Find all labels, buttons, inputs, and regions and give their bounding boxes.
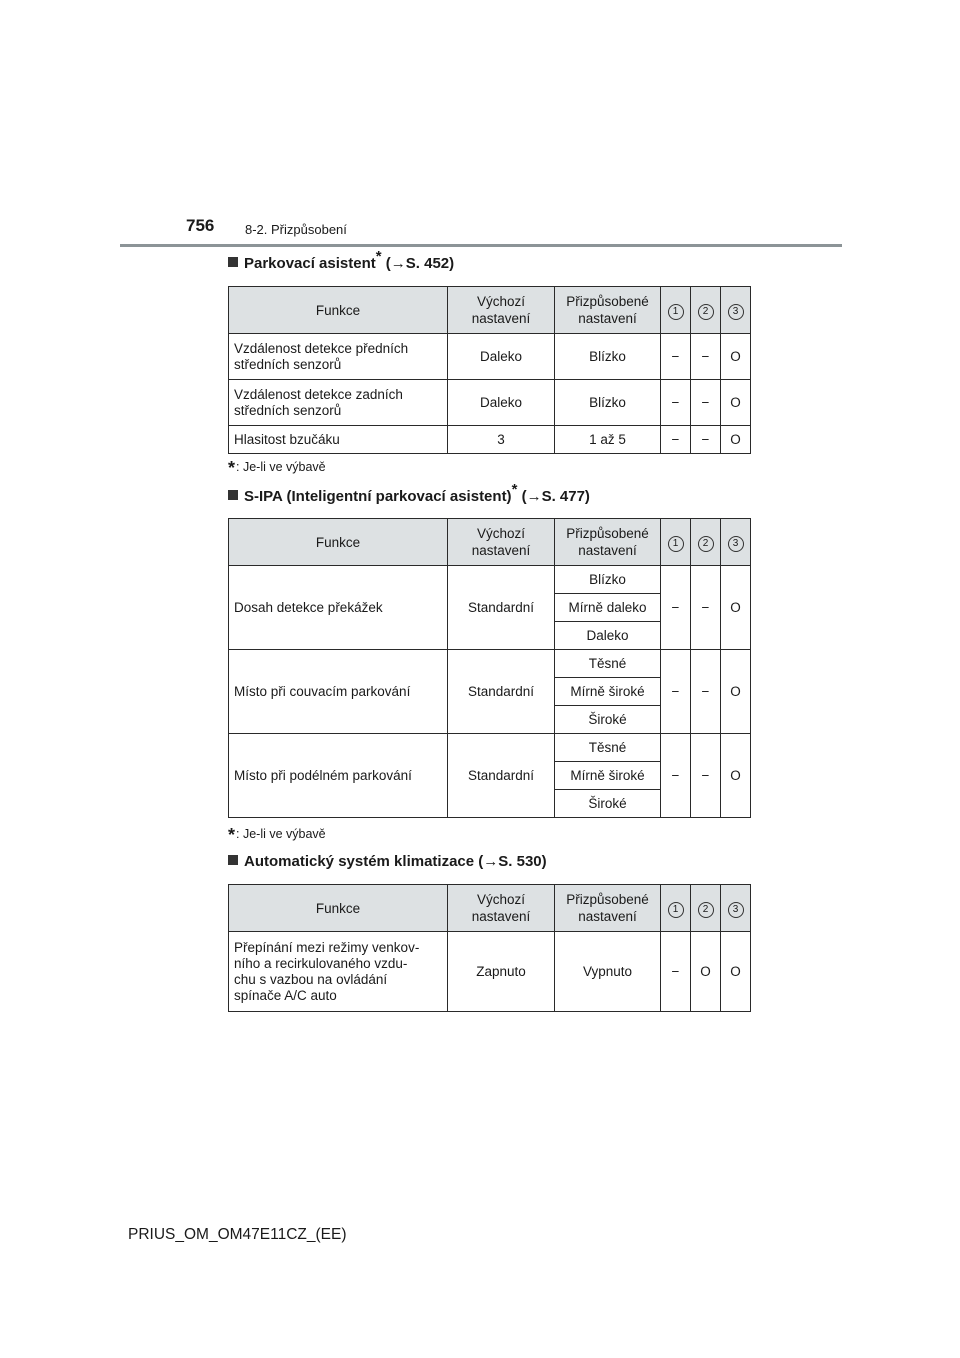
parking-assist-table — [228, 286, 751, 454]
method-2-cell: − — [691, 426, 721, 454]
option-cell: Blízko — [555, 566, 661, 594]
col-header-default: Výchozí nastavení — [448, 519, 555, 566]
col-header-default: Výchozí nastavení — [448, 885, 555, 932]
method-2-cell: − — [691, 334, 721, 380]
option-cell: Mírně daleko — [555, 594, 661, 622]
s-ipa-table — [228, 518, 751, 818]
option-cell: Těsné — [555, 650, 661, 678]
method-2-cell: − — [691, 380, 721, 426]
table-header-row — [229, 287, 751, 334]
table-row — [229, 650, 751, 678]
option-cell: Široké — [555, 790, 661, 818]
function-cell: Přepínání mezi režimy venkov- ního a recirkulovaného vzdu- chu s vazbou na ovládání spínače A/C auto — [229, 932, 448, 1012]
col-header-method-1 — [661, 885, 691, 932]
option-cell: Mírně široké — [555, 762, 661, 790]
function-cell: Místo při podélném parkování — [229, 734, 448, 818]
heading-parking-assist — [228, 248, 455, 272]
col-header-custom: Přizpůsobené nastavení — [555, 519, 661, 566]
default-cell: Standardní — [448, 650, 555, 734]
circled-number-icon: 3 — [728, 536, 744, 552]
custom-cell: Blízko — [555, 334, 661, 380]
method-1-cell: − — [661, 650, 691, 734]
method-2-cell: O — [691, 932, 721, 1012]
col-header-method-3 — [721, 519, 751, 566]
footnote: *: Je-li ve výbavě — [228, 825, 326, 845]
function-cell: Místo při couvacím parkování — [229, 650, 448, 734]
method-1-cell: − — [661, 734, 691, 818]
page-number: 756 — [186, 216, 215, 235]
page-reference: (→S. 530) — [474, 853, 547, 870]
function-cell: Dosah detekce překážek — [229, 566, 448, 650]
table-row — [229, 334, 751, 380]
table-header-row — [229, 519, 751, 566]
function-cell: Vzdálenost detekce předních středních senzorů — [229, 334, 448, 380]
circled-number-icon: 1 — [668, 304, 684, 320]
custom-cell: Vypnuto — [555, 932, 661, 1012]
method-3-cell: O — [721, 650, 751, 734]
circled-number-icon: 1 — [668, 536, 684, 552]
col-header-method-3 — [721, 885, 751, 932]
default-cell: Standardní — [448, 734, 555, 818]
method-1-cell: − — [661, 380, 691, 426]
default-cell: Standardní — [448, 566, 555, 650]
col-header-function: Funkce — [229, 287, 448, 334]
footnote: *: Je-li ve výbavě — [228, 458, 326, 478]
document-code: PRIUS_OM_OM47E11CZ_(EE) — [128, 1226, 347, 1243]
method-1-cell: − — [661, 932, 691, 1012]
circled-number-icon: 2 — [698, 902, 714, 918]
bullet-square-icon — [228, 257, 238, 267]
auto-ac-table — [228, 884, 751, 1012]
method-1-cell: − — [661, 426, 691, 454]
col-header-default: Výchozí nastavení — [448, 287, 555, 334]
option-cell: Daleko — [555, 622, 661, 650]
option-cell: Mírně široké — [555, 678, 661, 706]
default-cell: Daleko — [448, 334, 555, 380]
bullet-square-icon — [228, 855, 238, 865]
method-3-cell: O — [721, 426, 751, 454]
default-cell: Zapnuto — [448, 932, 555, 1012]
col-header-function: Funkce — [229, 519, 448, 566]
function-cell: Hlasitost bzučáku — [229, 426, 448, 454]
default-cell: Daleko — [448, 380, 555, 426]
heading-title: S-IPA (Inteligentní parkovací asistent) — [244, 488, 512, 505]
method-3-cell: O — [721, 932, 751, 1012]
table-row — [229, 932, 751, 1012]
col-header-method-1 — [661, 519, 691, 566]
method-3-cell: O — [721, 734, 751, 818]
circled-number-icon: 3 — [728, 304, 744, 320]
heading-title: Parkovací asistent — [244, 255, 376, 272]
table-row — [229, 380, 751, 426]
col-header-function: Funkce — [229, 885, 448, 932]
circled-number-icon: 3 — [728, 902, 744, 918]
col-header-method-2 — [691, 287, 721, 334]
table-row — [229, 426, 751, 454]
circled-number-icon: 1 — [668, 902, 684, 918]
col-header-method-2 — [691, 885, 721, 932]
function-cell: Vzdálenost detekce zadních středních senzorů — [229, 380, 448, 426]
custom-cell: 1 až 5 — [555, 426, 661, 454]
asterisk-mark: * — [511, 481, 518, 498]
method-1-cell: − — [661, 334, 691, 380]
circled-number-icon: 2 — [698, 304, 714, 320]
col-header-method-1 — [661, 287, 691, 334]
method-3-cell: O — [721, 380, 751, 426]
circled-number-icon: 2 — [698, 536, 714, 552]
table-row — [229, 566, 751, 594]
method-2-cell: − — [691, 566, 721, 650]
method-1-cell: − — [661, 566, 691, 650]
col-header-method-2 — [691, 519, 721, 566]
heading-title: Automatický systém klimatizace — [244, 853, 475, 870]
page-reference: (→S. 477) — [517, 488, 590, 505]
method-2-cell: − — [691, 734, 721, 818]
method-3-cell: O — [721, 334, 751, 380]
default-cell: 3 — [448, 426, 555, 454]
heading-s-ipa — [228, 481, 590, 505]
col-header-custom: Přizpůsobené nastavení — [555, 885, 661, 932]
section-label: 8-2. Přizpůsobení — [245, 222, 347, 237]
option-cell: Těsné — [555, 734, 661, 762]
col-header-method-3 — [721, 287, 751, 334]
custom-cell: Blízko — [555, 380, 661, 426]
table-row — [229, 734, 751, 762]
method-3-cell: O — [721, 566, 751, 650]
option-cell: Široké — [555, 706, 661, 734]
bullet-square-icon — [228, 490, 238, 500]
header-divider — [120, 244, 842, 247]
col-header-custom: Přizpůsobené nastavení — [555, 287, 661, 334]
asterisk-mark: * — [375, 248, 382, 265]
heading-auto-ac — [228, 853, 547, 870]
table-header-row — [229, 885, 751, 932]
method-2-cell: − — [691, 650, 721, 734]
page-reference: (→S. 452) — [381, 255, 455, 272]
